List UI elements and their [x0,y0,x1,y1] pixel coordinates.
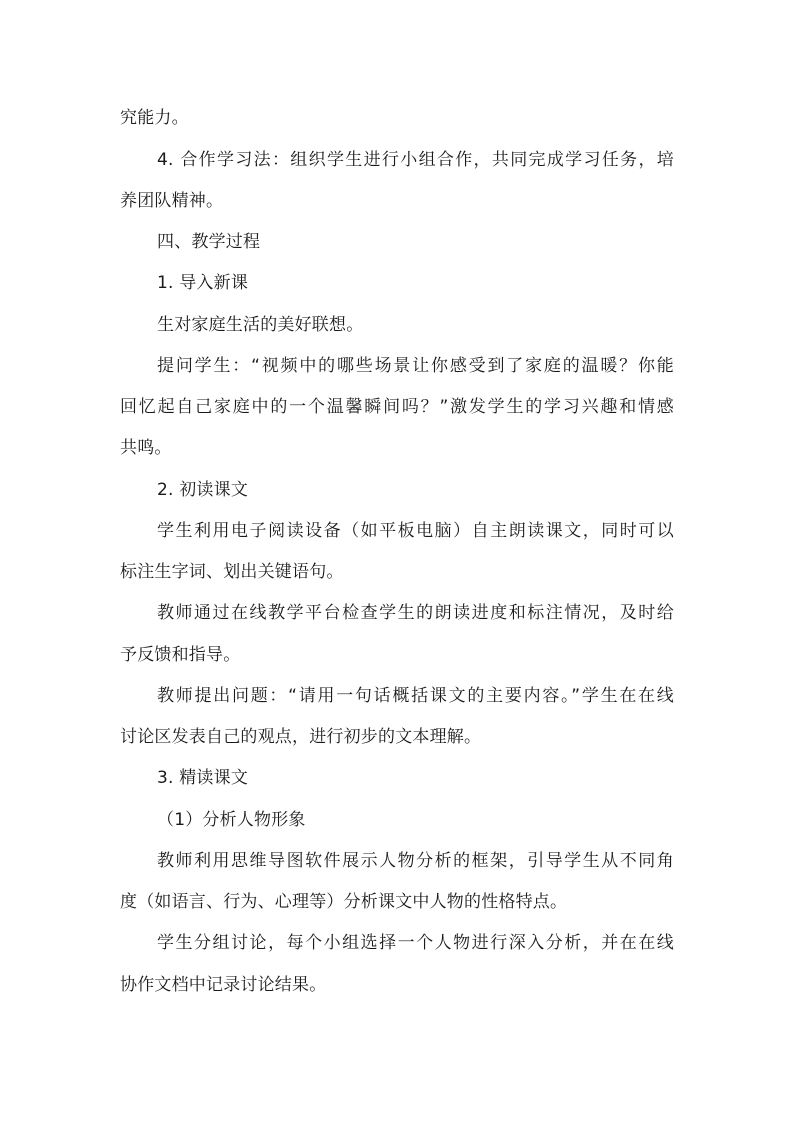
paragraph-teacher-check: 教师通过在线教学平台检查学生的朗读进度和标注情况，及时给 [157,603,674,623]
text-line-continuation: 协作文档中记录讨论结果。 [120,975,327,995]
text-line-continuation: 共鸣。 [120,438,172,458]
text-line-continuation: 讨论区发表自己的观点，进行初步的文本理解。 [120,727,482,747]
paragraph-teacher-question: 教师提出问题：“请用一句话概括课文的主要内容。”学生在在线 [157,686,674,706]
section-heading-teaching-process: 四、教学过程 [157,232,261,252]
text-line-continuation: 度（如语言、行为、心理等）分析课文中人物的性格特点。 [120,892,568,912]
paragraph-student-reading: 学生利用电子阅读设备（如平板电脑）自主朗读课文，同时可以 [157,521,674,541]
subheading-character-analysis: （1）分析人物形象 [157,810,306,830]
text-line-continuation: 予反馈和指导。 [120,645,241,665]
text-line-continuation: 究能力。 [120,108,189,128]
paragraph-cooperative-learning: 4. 合作学习法：组织学生进行小组合作，共同完成学习任务，培 [157,150,674,170]
paragraph-question-students: 提问学生：“视频中的哪些场景让你感受到了家庭的温暖？你能 [157,356,674,376]
subheading-close-reading: 3. 精读课文 [157,768,249,788]
text-line-continuation: 标注生字词、划出关键语句。 [120,562,344,582]
paragraph-line: 生对家庭生活的美好联想。 [157,315,364,335]
subheading-introduction: 1. 导入新课 [157,273,249,293]
text-line-continuation: 回忆起自己家庭中的一个温馨瞬间吗？”激发学生的学习兴趣和情感 [120,397,674,417]
subheading-first-reading: 2. 初读课文 [157,480,249,500]
paragraph-group-discussion: 学生分组讨论，每个小组选择一个人物进行深入分析，并在在线 [157,933,674,953]
text-line-continuation: 养团队精神。 [120,191,224,211]
paragraph-mind-map: 教师利用思维导图软件展示人物分析的框架，引导学生从不同角 [157,851,674,871]
